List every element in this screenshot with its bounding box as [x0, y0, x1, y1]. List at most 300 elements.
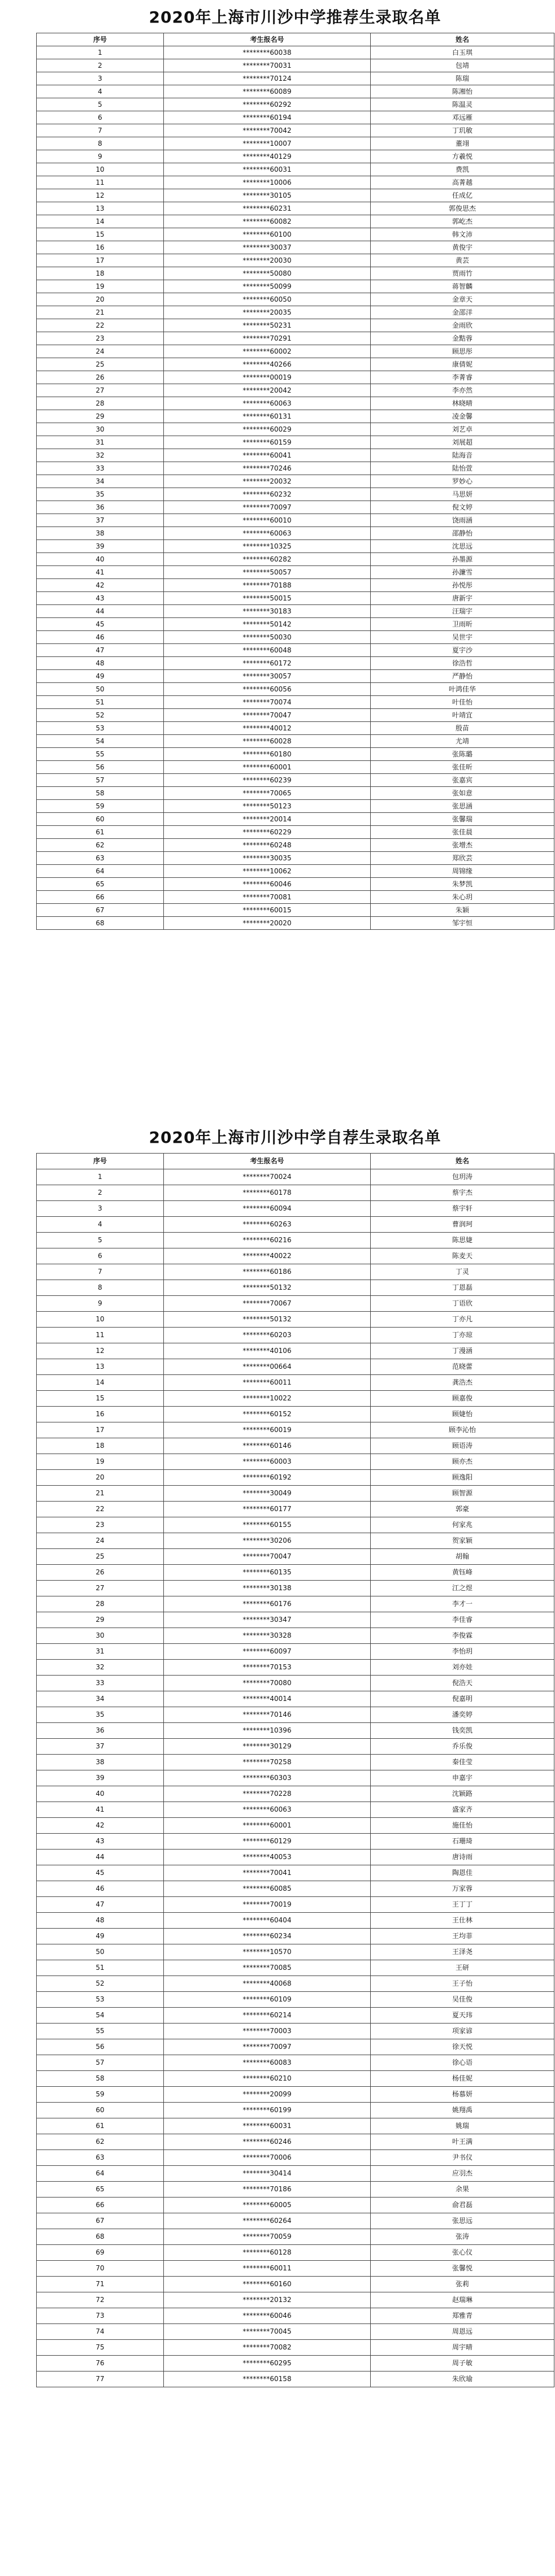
table-row: [37, 137, 554, 150]
cell-seq: 63: [37, 2150, 164, 2166]
cell-seq: 62: [37, 2134, 164, 2150]
cell-name: 顾语涛: [371, 1438, 554, 1454]
cell-name: 余果: [371, 2182, 554, 2198]
cell-seq: 43: [37, 1834, 164, 1850]
table-row: [37, 1897, 554, 1913]
cell-name: 姚翔禹: [371, 2103, 554, 2118]
cell-exam-id: ********70047: [164, 709, 371, 722]
cell-name: 周锦缘: [371, 865, 554, 878]
cell-seq: 58: [37, 787, 164, 800]
cell-seq: 46: [37, 1881, 164, 1897]
cell-exam-id: ********60056: [164, 683, 371, 696]
cell-exam-id: ********70186: [164, 2182, 371, 2198]
table-row: [37, 85, 554, 98]
cell-exam-id: ********60028: [164, 735, 371, 748]
cell-seq: 49: [37, 670, 164, 683]
cell-exam-id: ********50142: [164, 618, 371, 631]
cell-name: 丁语欣: [371, 1296, 554, 1312]
cell-name: 刘亦娃: [371, 1660, 554, 1676]
table-row: [37, 1502, 554, 1517]
cell-seq: 12: [37, 189, 164, 202]
cell-exam-id: ********60159: [164, 436, 371, 449]
cell-exam-id: ********60085: [164, 1881, 371, 1897]
cell-exam-id: ********60231: [164, 202, 371, 215]
cell-seq: 53: [37, 1992, 164, 2008]
cell-name: 张嘉宾: [371, 774, 554, 787]
cell-exam-id: ********60176: [164, 1596, 371, 1612]
cell-seq: 27: [37, 384, 164, 397]
table-row: [37, 2229, 554, 2245]
cell-name: 龚浩杰: [371, 1375, 554, 1391]
cell-name: 叶鸿佳华: [371, 683, 554, 696]
table-row: [37, 189, 554, 202]
cell-name: 潘奕婷: [371, 1707, 554, 1723]
table-row: [37, 2008, 554, 2024]
table-row: [37, 345, 554, 358]
cell-exam-id: ********70031: [164, 59, 371, 72]
cell-exam-id: ********60264: [164, 2213, 371, 2229]
cell-name: 王均菲: [371, 1929, 554, 1944]
cell-name: 丁灵: [371, 1264, 554, 1280]
cell-name: 顾亦杰: [371, 1454, 554, 1470]
cell-exam-id: ********60109: [164, 1992, 371, 2008]
cell-name: 林晓晴: [371, 397, 554, 410]
cell-name: 丁亦凡: [371, 1312, 554, 1328]
cell-seq: 16: [37, 241, 164, 254]
table-row: [37, 644, 554, 657]
cell-exam-id: ********70188: [164, 579, 371, 592]
table-row: [37, 1929, 554, 1944]
table-row: [37, 1802, 554, 1818]
cell-seq: 51: [37, 696, 164, 709]
cell-seq: 6: [37, 1248, 164, 1264]
cell-seq: 23: [37, 332, 164, 345]
table-row: [37, 774, 554, 787]
cell-name: 朱欣瑜: [371, 2372, 554, 2387]
table-row: [37, 605, 554, 618]
cell-seq: 16: [37, 1407, 164, 1422]
cell-exam-id: ********60046: [164, 2308, 371, 2324]
cell-seq: 62: [37, 839, 164, 852]
cell-exam-id: ********40014: [164, 1691, 371, 1707]
table-row: [37, 1976, 554, 1992]
cell-seq: 13: [37, 202, 164, 215]
cell-seq: 45: [37, 618, 164, 631]
self-recommended-table-body: [37, 1169, 554, 2387]
cell-seq: 77: [37, 2372, 164, 2387]
cell-seq: 67: [37, 2213, 164, 2229]
cell-seq: 21: [37, 1486, 164, 1502]
cell-name: 饶雨涵: [371, 514, 554, 527]
cell-name: 王泽尧: [371, 1944, 554, 1960]
cell-exam-id: ********50123: [164, 800, 371, 813]
table-row: [37, 761, 554, 774]
cell-seq: 73: [37, 2308, 164, 2324]
cell-name: 李菁睿: [371, 371, 554, 384]
cell-exam-id: ********60295: [164, 2356, 371, 2372]
cell-exam-id: ********60003: [164, 1454, 371, 1470]
cell-seq: 47: [37, 1897, 164, 1913]
cell-name: 姚瑞: [371, 2118, 554, 2134]
cell-exam-id: ********50080: [164, 267, 371, 280]
cell-name: 范晓蕾: [371, 1359, 554, 1375]
cell-name: 万家蓉: [371, 1881, 554, 1897]
cell-name: 沈思远: [371, 540, 554, 553]
cell-seq: 24: [37, 1533, 164, 1549]
cell-seq: 15: [37, 228, 164, 241]
cell-exam-id: ********50099: [164, 280, 371, 293]
self-recommended-admission-table: [36, 1153, 554, 2387]
table-row: [37, 527, 554, 540]
cell-exam-id: ********60234: [164, 1929, 371, 1944]
cell-name: 周子敏: [371, 2356, 554, 2372]
table-row: [37, 631, 554, 644]
cell-name: 顾婕怡: [371, 1407, 554, 1422]
cell-exam-id: ********70153: [164, 1660, 371, 1676]
cell-name: 卫雨昕: [371, 618, 554, 631]
table-row: [37, 280, 554, 293]
cell-exam-id: ********30414: [164, 2166, 371, 2182]
cell-exam-id: ********60002: [164, 345, 371, 358]
cell-name: 顾思彤: [371, 345, 554, 358]
cell-exam-id: ********10022: [164, 1391, 371, 1407]
table-row: [37, 1185, 554, 1201]
table-row: [37, 319, 554, 332]
table-row: [37, 1881, 554, 1897]
cell-exam-id: ********60172: [164, 657, 371, 670]
cell-seq: 75: [37, 2340, 164, 2356]
cell-seq: 45: [37, 1865, 164, 1881]
cell-name: 俞君磊: [371, 2198, 554, 2213]
cell-exam-id: ********70074: [164, 696, 371, 709]
table-row: [37, 1834, 554, 1850]
table-row: [37, 1248, 554, 1264]
cell-seq: 52: [37, 709, 164, 722]
cell-seq: 3: [37, 72, 164, 85]
cell-seq: 17: [37, 1422, 164, 1438]
table-row: [37, 1723, 554, 1739]
cell-seq: 54: [37, 735, 164, 748]
cell-name: 张如意: [371, 787, 554, 800]
table-row: [37, 72, 554, 85]
cell-exam-id: ********60015: [164, 904, 371, 917]
cell-exam-id: ********10570: [164, 1944, 371, 1960]
table-row: [37, 2055, 554, 2071]
cell-seq: 11: [37, 1328, 164, 1343]
cell-exam-id: ********20035: [164, 306, 371, 319]
cell-name: 董翊: [371, 137, 554, 150]
cell-seq: 14: [37, 1375, 164, 1391]
table-row: [37, 540, 554, 553]
cell-seq: 29: [37, 410, 164, 423]
cell-name: 钱奕凯: [371, 1723, 554, 1739]
cell-seq: 44: [37, 1850, 164, 1865]
cell-exam-id: ********60031: [164, 2118, 371, 2134]
table-row: [37, 1169, 554, 1185]
cell-name: 倪浩天: [371, 1676, 554, 1691]
cell-name: 任成亿: [371, 189, 554, 202]
table-row: [37, 839, 554, 852]
cell-exam-id: ********70019: [164, 1897, 371, 1913]
cell-seq: 41: [37, 566, 164, 579]
cell-name: 邓远雁: [371, 111, 554, 124]
cell-name: 陈思婕: [371, 1233, 554, 1248]
table-row: [37, 826, 554, 839]
cell-name: 高菁越: [371, 176, 554, 189]
cell-name: 郭屹杰: [371, 215, 554, 228]
cell-seq: 43: [37, 592, 164, 605]
cell-seq: 26: [37, 1565, 164, 1581]
cell-exam-id: ********60131: [164, 410, 371, 423]
cell-name: 杨佳妮: [371, 2071, 554, 2087]
cell-exam-id: ********20020: [164, 917, 371, 930]
cell-seq: 12: [37, 1343, 164, 1359]
cell-seq: 28: [37, 1596, 164, 1612]
table-row: [37, 1422, 554, 1438]
cell-name: 申嘉宇: [371, 1770, 554, 1786]
cell-exam-id: ********60041: [164, 449, 371, 462]
table-row: [37, 124, 554, 137]
cell-exam-id: ********60019: [164, 1422, 371, 1438]
table-row: [37, 475, 554, 488]
cell-name: 包玥涛: [371, 1169, 554, 1185]
table-row: [37, 2150, 554, 2166]
cell-exam-id: ********60011: [164, 1375, 371, 1391]
table-row: [37, 1786, 554, 1802]
cell-exam-id: ********10007: [164, 137, 371, 150]
table-row: [37, 254, 554, 267]
table-row: [37, 202, 554, 215]
cell-seq: 5: [37, 98, 164, 111]
cell-name: 蔡宇轩: [371, 1201, 554, 1217]
cell-seq: 21: [37, 306, 164, 319]
cell-exam-id: ********60160: [164, 2277, 371, 2292]
cell-seq: 65: [37, 878, 164, 891]
cell-name: 夏宇沙: [371, 644, 554, 657]
cell-exam-id: ********70042: [164, 124, 371, 137]
cell-name: 乔乐俊: [371, 1739, 554, 1755]
cell-name: 康倩妮: [371, 358, 554, 371]
table-row: [37, 709, 554, 722]
table-row: [37, 2277, 554, 2292]
table-row: [37, 1628, 554, 1644]
cell-seq: 71: [37, 2277, 164, 2292]
cell-seq: 66: [37, 2198, 164, 2213]
cell-exam-id: ********60214: [164, 2008, 371, 2024]
cell-seq: 36: [37, 1723, 164, 1739]
table-row: [37, 2166, 554, 2182]
cell-seq: 26: [37, 371, 164, 384]
cell-name: 殷苗: [371, 722, 554, 735]
cell-exam-id: ********60063: [164, 1802, 371, 1818]
table-row: [37, 1343, 554, 1359]
table-row: [37, 1644, 554, 1660]
table-row: [37, 1517, 554, 1533]
cell-seq: 14: [37, 215, 164, 228]
cell-name: 徐心语: [371, 2055, 554, 2071]
cell-exam-id: ********60029: [164, 423, 371, 436]
table-row: [37, 618, 554, 631]
table-row: [37, 1850, 554, 1865]
cell-name: 李才一: [371, 1596, 554, 1612]
cell-name: 李亦然: [371, 384, 554, 397]
cell-seq: 25: [37, 358, 164, 371]
recommended-admission-table: [36, 33, 554, 930]
cell-seq: 67: [37, 904, 164, 917]
table-row: [37, 1660, 554, 1676]
cell-seq: 60: [37, 813, 164, 826]
cell-name: 杨慕妍: [371, 2087, 554, 2103]
column-header-name: 姓名: [371, 1154, 554, 1169]
cell-exam-id: ********70045: [164, 2324, 371, 2340]
cell-name: 顾嘉俊: [371, 1391, 554, 1407]
table-row: [37, 748, 554, 761]
cell-name: 方羲悦: [371, 150, 554, 163]
table-row: [37, 293, 554, 306]
cell-seq: 8: [37, 137, 164, 150]
table-row: [37, 2198, 554, 2213]
cell-exam-id: ********40068: [164, 1976, 371, 1992]
cell-exam-id: ********60203: [164, 1328, 371, 1343]
cell-name: 张馨瑞: [371, 813, 554, 826]
cell-exam-id: ********70047: [164, 1549, 371, 1565]
cell-name: 丁漫涵: [371, 1343, 554, 1359]
cell-name: 郑雅青: [371, 2308, 554, 2324]
table-row: [37, 1865, 554, 1881]
cell-name: 唐诗雨: [371, 1850, 554, 1865]
cell-seq: 66: [37, 891, 164, 904]
cell-seq: 55: [37, 2024, 164, 2039]
cell-name: 朱梦凯: [371, 878, 554, 891]
table-row: [37, 462, 554, 475]
cell-seq: 34: [37, 475, 164, 488]
cell-exam-id: ********60038: [164, 46, 371, 59]
cell-exam-id: ********60135: [164, 1565, 371, 1581]
table-row: [37, 2134, 554, 2150]
table-header-row: [37, 1154, 554, 1169]
cell-exam-id: ********70085: [164, 1960, 371, 1976]
cell-name: 马思妍: [371, 488, 554, 501]
cell-name: 陈温灵: [371, 98, 554, 111]
cell-seq: 10: [37, 163, 164, 176]
cell-exam-id: ********60178: [164, 1185, 371, 1201]
table-row: [37, 800, 554, 813]
cell-seq: 59: [37, 2087, 164, 2103]
cell-exam-id: ********30049: [164, 1486, 371, 1502]
cell-exam-id: ********20132: [164, 2292, 371, 2308]
cell-name: 陆怡萱: [371, 462, 554, 475]
cell-seq: 23: [37, 1517, 164, 1533]
cell-exam-id: ********60158: [164, 2372, 371, 2387]
cell-seq: 38: [37, 527, 164, 540]
cell-seq: 3: [37, 1201, 164, 1217]
cell-seq: 46: [37, 631, 164, 644]
cell-name: 朱心玥: [371, 891, 554, 904]
table-row: [37, 371, 554, 384]
cell-seq: 33: [37, 1676, 164, 1691]
table-row: [37, 267, 554, 280]
cell-seq: 27: [37, 1581, 164, 1596]
table-row: [37, 579, 554, 592]
cell-name: 丁恩磊: [371, 1280, 554, 1296]
cell-name: 叶王满: [371, 2134, 554, 2150]
cell-name: 包靖: [371, 59, 554, 72]
cell-seq: 74: [37, 2324, 164, 2340]
cell-seq: 9: [37, 1296, 164, 1312]
cell-seq: 34: [37, 1691, 164, 1707]
table-row: [37, 1565, 554, 1581]
table-row: [37, 2340, 554, 2356]
cell-name: 刘艺卓: [371, 423, 554, 436]
cell-name: 顾李沁怡: [371, 1422, 554, 1438]
cell-name: 刘展超: [371, 436, 554, 449]
cell-seq: 56: [37, 761, 164, 774]
table-row: [37, 1391, 554, 1407]
cell-name: 郑欣芸: [371, 852, 554, 865]
table-row: [37, 1960, 554, 1976]
cell-name: 张莉: [371, 2277, 554, 2292]
cell-exam-id: ********70291: [164, 332, 371, 345]
cell-seq: 61: [37, 826, 164, 839]
cell-seq: 22: [37, 1502, 164, 1517]
table-row: [37, 1407, 554, 1422]
table-row: [37, 2372, 554, 2387]
table-row: [37, 436, 554, 449]
cell-name: 李怡玥: [371, 1644, 554, 1660]
table-row: [37, 735, 554, 748]
cell-exam-id: ********60246: [164, 2134, 371, 2150]
cell-seq: 48: [37, 1913, 164, 1929]
table-row: [37, 111, 554, 124]
cell-exam-id: ********60177: [164, 1502, 371, 1517]
cell-seq: 6: [37, 111, 164, 124]
cell-name: 项家谚: [371, 2024, 554, 2039]
table-row: [37, 423, 554, 436]
cell-exam-id: ********60001: [164, 761, 371, 774]
table-row: [37, 878, 554, 891]
cell-exam-id: ********60152: [164, 1407, 371, 1422]
cell-seq: 8: [37, 1280, 164, 1296]
cell-name: 尤靖: [371, 735, 554, 748]
cell-seq: 42: [37, 579, 164, 592]
cell-exam-id: ********60082: [164, 215, 371, 228]
cell-name: 顾智源: [371, 1486, 554, 1502]
cell-name: 孙墨源: [371, 553, 554, 566]
table-row: [37, 1581, 554, 1596]
table-row: [37, 1596, 554, 1612]
cell-name: 江之煜: [371, 1581, 554, 1596]
table-row: [37, 566, 554, 579]
cell-seq: 63: [37, 852, 164, 865]
cell-seq: 41: [37, 1802, 164, 1818]
table-row: [37, 1375, 554, 1391]
cell-seq: 69: [37, 2245, 164, 2261]
cell-exam-id: ********60282: [164, 553, 371, 566]
cell-exam-id: ********30328: [164, 1628, 371, 1644]
cell-exam-id: ********70228: [164, 1786, 371, 1802]
table-row: [37, 150, 554, 163]
cell-seq: 35: [37, 1707, 164, 1723]
table-row: [37, 2261, 554, 2277]
cell-name: 张佳晨: [371, 826, 554, 839]
cell-exam-id: ********70246: [164, 462, 371, 475]
cell-name: 张心仪: [371, 2245, 554, 2261]
cell-seq: 47: [37, 644, 164, 657]
cell-name: 徐浩哲: [371, 657, 554, 670]
cell-name: 应羽杰: [371, 2166, 554, 2182]
cell-exam-id: ********10325: [164, 540, 371, 553]
table-row: [37, 904, 554, 917]
